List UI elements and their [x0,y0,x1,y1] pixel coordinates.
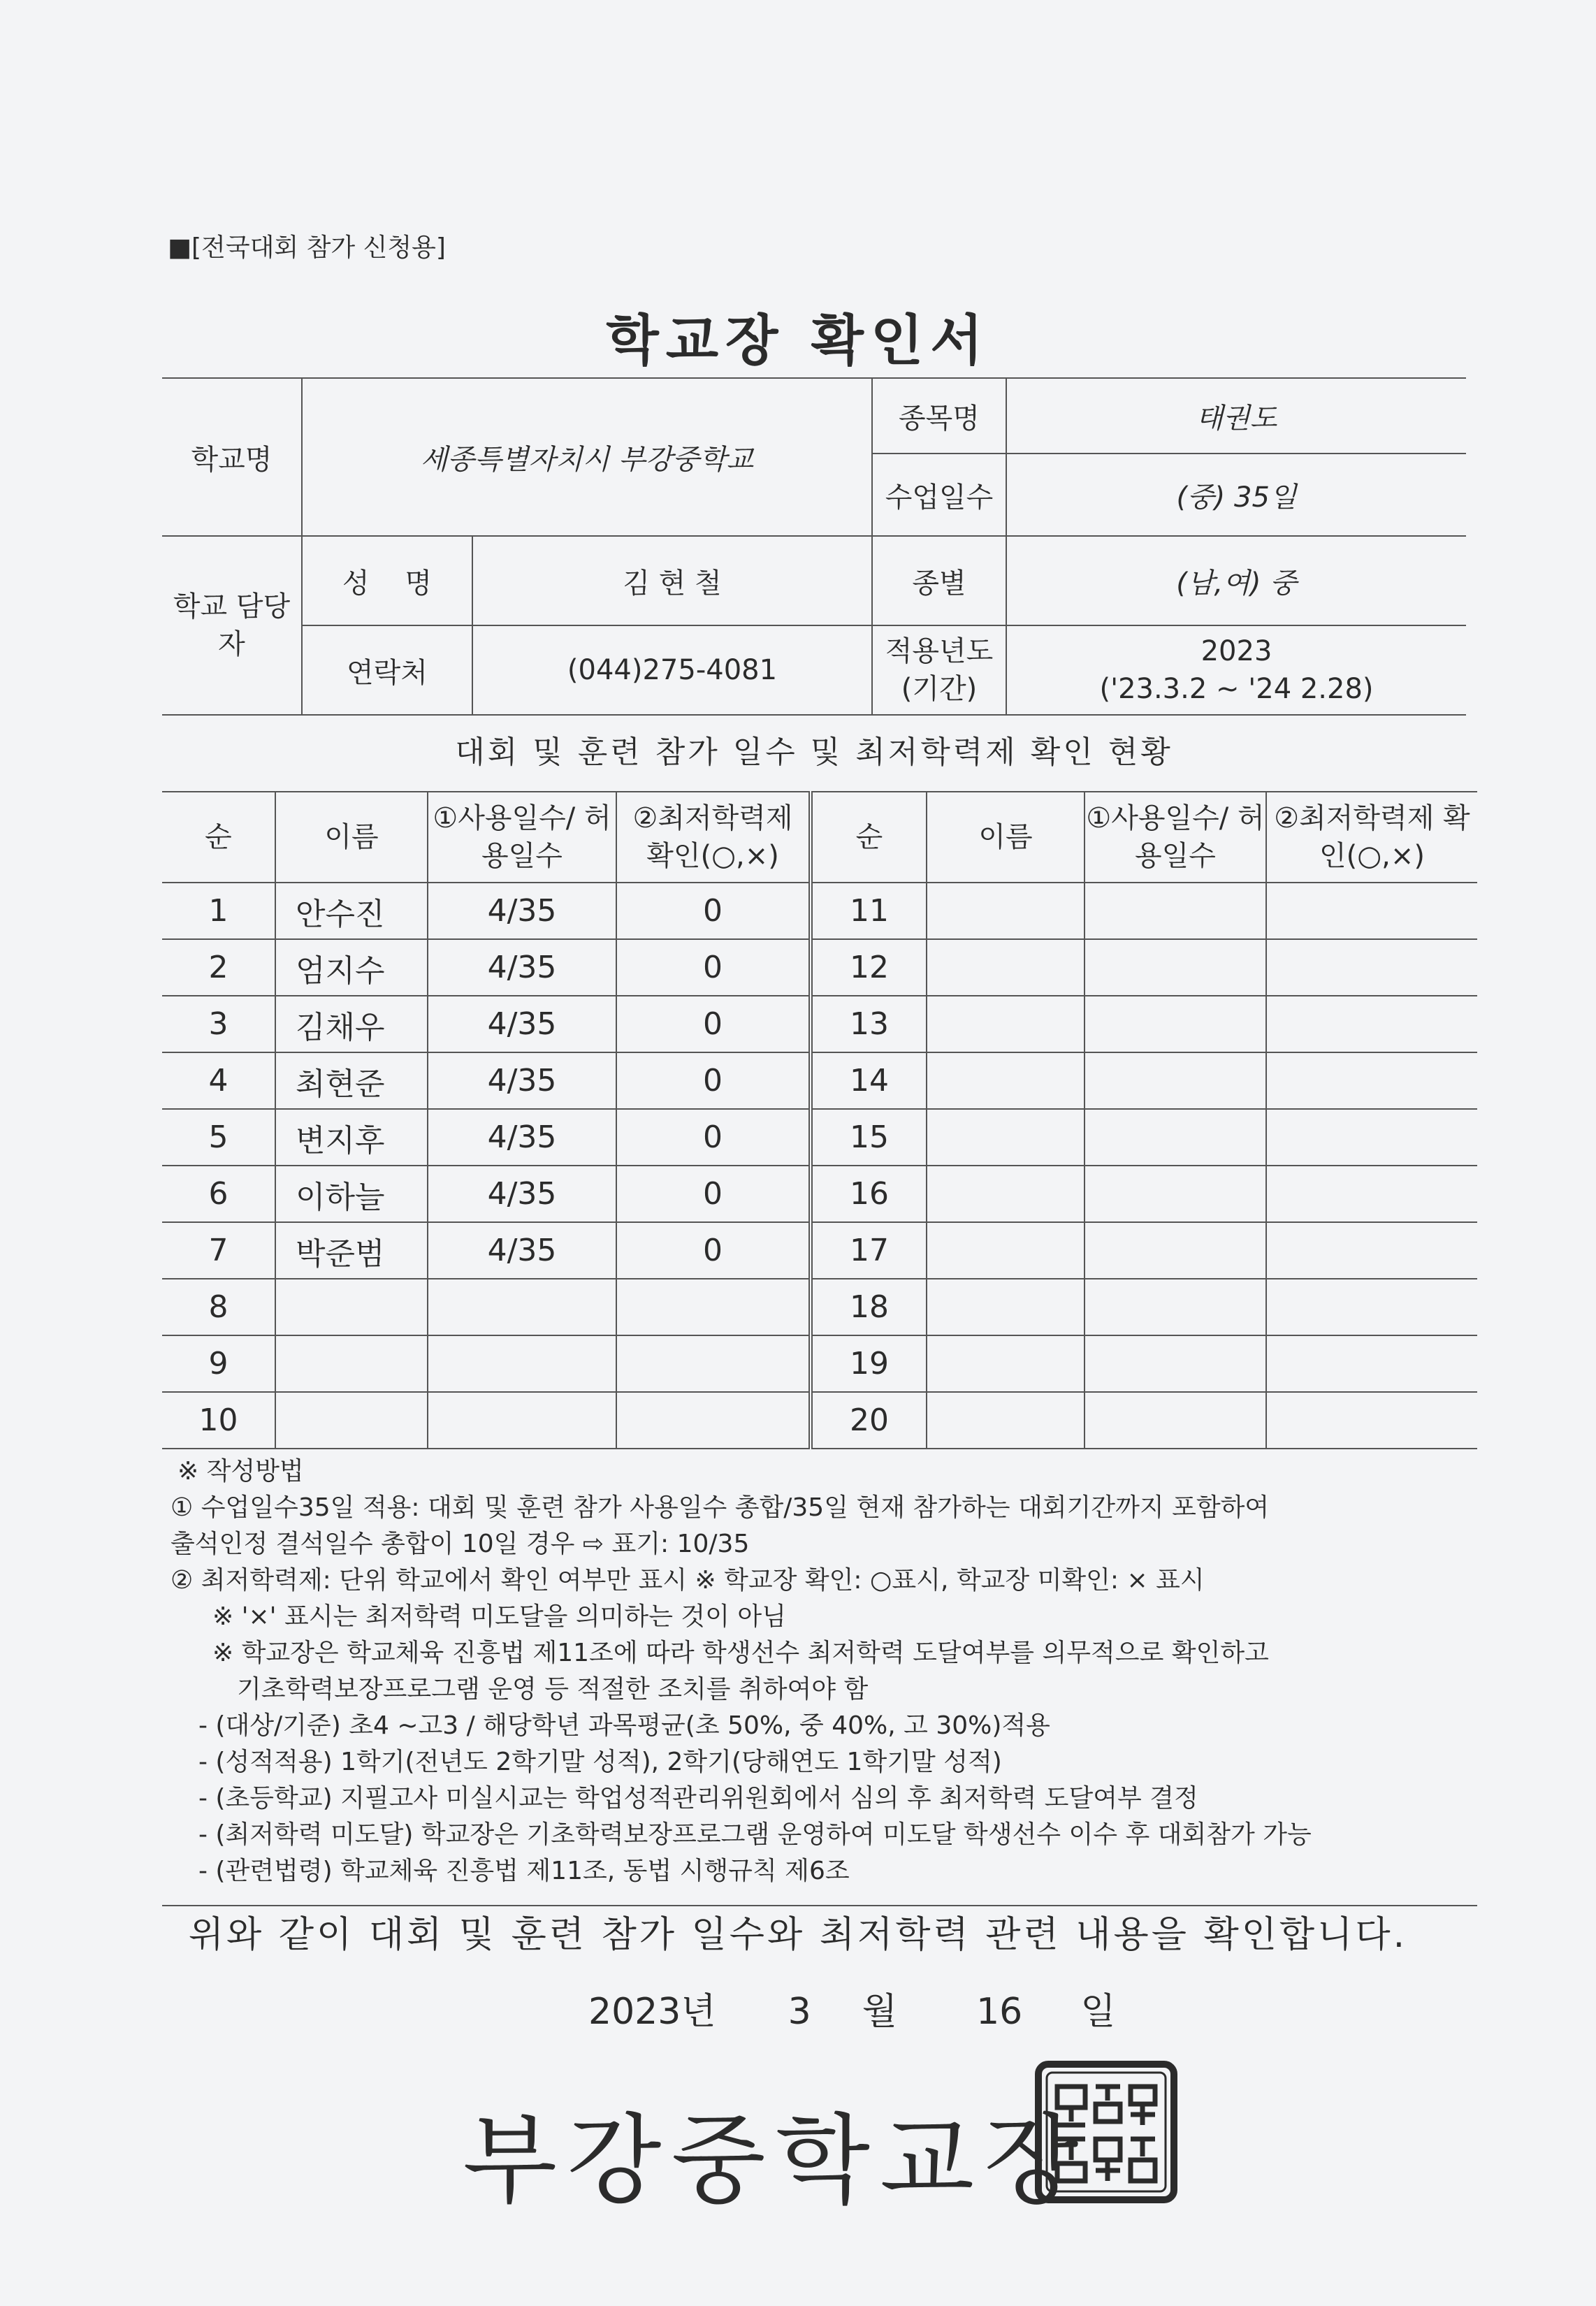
row-number: 8 [162,1279,275,1335]
min-academic-check: 0 [616,1222,811,1279]
used-days-2 [1084,883,1266,939]
student-name-2 [927,1166,1084,1222]
student-name: 김채우 [275,996,428,1052]
row-number-2: 12 [811,939,927,996]
table-row [162,1335,1477,1392]
principal-name: 부강중학교장 [463,2104,1089,2218]
min-academic-check-2 [1266,883,1477,939]
table-row [162,939,1477,996]
row-number-2: 15 [811,1109,927,1166]
row-number: 10 [162,1392,275,1449]
row-number: 4 [162,1052,275,1109]
row-number: 7 [162,1222,275,1279]
used-days: 4/35 [428,939,616,996]
note-line: - (대상/기준) 초4 ~고3 / 해당학년 과목평균(초 50%, 중 40%, 고 30%)적용 [198,1711,1050,1740]
student-name-2 [927,939,1084,996]
note-line: ※ 학교장은 학교체육 진흥법 제11조에 따라 학생선수 최저학력 도달여부를 의무적으로 확인하고 [212,1639,1269,1667]
header-days-2: ①사용일수/ 허용일수 [1084,792,1266,883]
min-academic-check-2 [1266,1392,1477,1449]
sport-value: 태권도 [1006,378,1466,454]
used-days-2 [1084,1279,1266,1335]
header-min-academic: ②최저학력제 확인(○,×) [616,792,811,883]
year-cell [1006,625,1466,715]
note-line: - (초등학교) 지필고사 미실시교는 학업성적관리위원회에서 심의 후 최저학력 도달여부 결정 [198,1784,1198,1813]
header-no: 순 [162,792,275,883]
date-day: 16 [976,1991,1023,2033]
used-days [428,1392,616,1449]
min-academic-check-2 [1266,1052,1477,1109]
used-days: 4/35 [428,1222,616,1279]
note-line: - (최저학력 미도달) 학교장은 기초학력보장프로그램 운영하여 미도달 학생선수 이수 후 대회참가 가능 [198,1820,1312,1849]
year-value: 2023 [1200,635,1272,667]
row-number-2: 11 [811,883,927,939]
contact-label: 연락처 [302,625,472,715]
row-number-2: 14 [811,1052,927,1109]
used-days-2 [1084,939,1266,996]
student-name: 최현준 [275,1052,428,1109]
used-days-2 [1084,1335,1266,1392]
official-seal-stamp [1033,2059,1180,2205]
student-name [275,1279,428,1335]
row-number: 1 [162,883,275,939]
used-days-2 [1084,1222,1266,1279]
student-name: 안수진 [275,883,428,939]
min-academic-check-2 [1266,1166,1477,1222]
min-academic-check: 0 [616,939,811,996]
contact-value: (044)275-4081 [472,625,872,715]
manager-name-label: 성 명 [302,536,472,625]
student-name-2 [927,1052,1084,1109]
min-academic-check: 0 [616,1109,811,1166]
note-line: ※ '×' 표시는 최저학력 미도달을 의미하는 것이 아님 [212,1602,786,1631]
student-name-2 [927,996,1084,1052]
student-name-2 [927,1279,1084,1335]
student-name: 박준범 [275,1222,428,1279]
school-info-table [162,377,1466,716]
header-min-academic-2: ②최저학력제 확인(○,×) [1266,792,1477,883]
table-row [162,1166,1477,1222]
table-row [162,1392,1477,1449]
class-days-value: (중) 35일 [1006,454,1466,536]
row-number: 3 [162,996,275,1052]
used-days: 4/35 [428,996,616,1052]
student-name: 엄지수 [275,939,428,996]
manager-name-value: 김 현 철 [472,536,872,625]
school-name-value: 세종특별자치시 부강중학교 [302,378,872,536]
row-number-2: 16 [811,1166,927,1222]
used-days-2 [1084,1166,1266,1222]
note-line: - (관련법령) 학교체육 진흥법 제11조, 동법 시행규칙 제6조 [198,1857,850,1885]
used-days: 4/35 [428,1166,616,1222]
date-month-unit: 월 [862,1991,898,2033]
confirmation-statement: 위와 같이 대회 및 훈련 참가 일수와 최저학력 관련 내용을 확인합니다. [188,1914,1408,1956]
min-academic-check [616,1392,811,1449]
gender-value: (남,여) 중 [1006,536,1466,625]
participation-table [162,791,1477,1449]
header-days: ①사용일수/ 허용일수 [428,792,616,883]
used-days-2 [1084,1052,1266,1109]
header-name: 이름 [275,792,428,883]
table-row [162,996,1477,1052]
note-line: ① 수업일수35일 적용: 대회 및 훈련 참가 사용일수 총합/35일 현재 참가하는 대회기간까지 포함하여 [171,1493,1270,1522]
table-row [162,1279,1477,1335]
min-academic-check: 0 [616,883,811,939]
row-number: 5 [162,1109,275,1166]
class-days-label: 수업일수 [872,454,1006,536]
min-academic-check-2 [1266,1335,1477,1392]
min-academic-check-2 [1266,1222,1477,1279]
row-number-2: 20 [811,1392,927,1449]
period-value: ('23.3.2 ~ '24 2.28) [1099,673,1374,705]
student-name: 이하늘 [275,1166,428,1222]
min-academic-check [616,1279,811,1335]
used-days [428,1335,616,1392]
note-line: ② 최저학력제: 단위 학교에서 확인 여부만 표시 ※ 학교장 확인: ○표시, 학교장 미확인: × 표시 [171,1566,1205,1595]
header-no-2: 순 [811,792,927,883]
table-row [162,1109,1477,1166]
used-days [428,1279,616,1335]
gender-label: 종별 [872,536,1006,625]
note-line: 기초학력보장프로그램 운영 등 적절한 조치를 취하여야 함 [237,1675,869,1704]
issue-date [588,1982,1116,2034]
row-number-2: 19 [811,1335,927,1392]
student-name-2 [927,1335,1084,1392]
year-label: 적용년도 (기간) [872,625,1006,715]
student-name-2 [927,1392,1084,1449]
student-name-2 [927,1222,1084,1279]
student-name-2 [927,1109,1084,1166]
row-number: 6 [162,1166,275,1222]
table-row [162,883,1477,939]
note-line: - (성적적용) 1학기(전년도 2학기말 성적), 2학기(당해연도 1학기말 성적) [198,1748,1002,1776]
used-days: 4/35 [428,1052,616,1109]
row-number-2: 17 [811,1222,927,1279]
used-days: 4/35 [428,1109,616,1166]
used-days: 4/35 [428,883,616,939]
row-number-2: 13 [811,996,927,1052]
min-academic-check: 0 [616,1052,811,1109]
table-row [162,1052,1477,1109]
section-title: 대회 및 훈련 참가 일수 및 최저학력제 확인 현황 [455,734,1173,770]
date-day-unit: 일 [1080,1991,1116,2033]
min-academic-check: 0 [616,1166,811,1222]
min-academic-check-2 [1266,996,1477,1052]
student-name-2 [927,883,1084,939]
document-title: 학교장 확인서 [606,310,990,372]
sport-label: 종목명 [872,378,1006,454]
used-days-2 [1084,1392,1266,1449]
row-number: 2 [162,939,275,996]
row-number-2: 18 [811,1279,927,1335]
row-number: 9 [162,1335,275,1392]
min-academic-check-2 [1266,1279,1477,1335]
notes-heading: ※ 작성방법 [177,1457,304,1486]
date-month: 3 [788,1991,811,2033]
min-academic-check [616,1335,811,1392]
writing-instructions [171,1453,1470,1890]
student-name: 변지후 [275,1109,428,1166]
min-academic-check-2 [1266,1109,1477,1166]
form-tag: ■[전국대회 참가 신청용] [168,233,446,262]
used-days-2 [1084,1109,1266,1166]
manager-label: 학교 담당자 [162,536,302,715]
header-name-2: 이름 [927,792,1084,883]
table-row [162,1222,1477,1279]
used-days-2 [1084,996,1266,1052]
school-name-label: 학교명 [162,378,302,536]
student-name [275,1392,428,1449]
note-line: 출석인정 결석일수 총합이 10일 경우 ⇨ 표기: 10/35 [171,1530,750,1558]
min-academic-check-2 [1266,939,1477,996]
student-name [275,1335,428,1392]
date-year: 2023년 [588,1991,716,2033]
min-academic-check: 0 [616,996,811,1052]
